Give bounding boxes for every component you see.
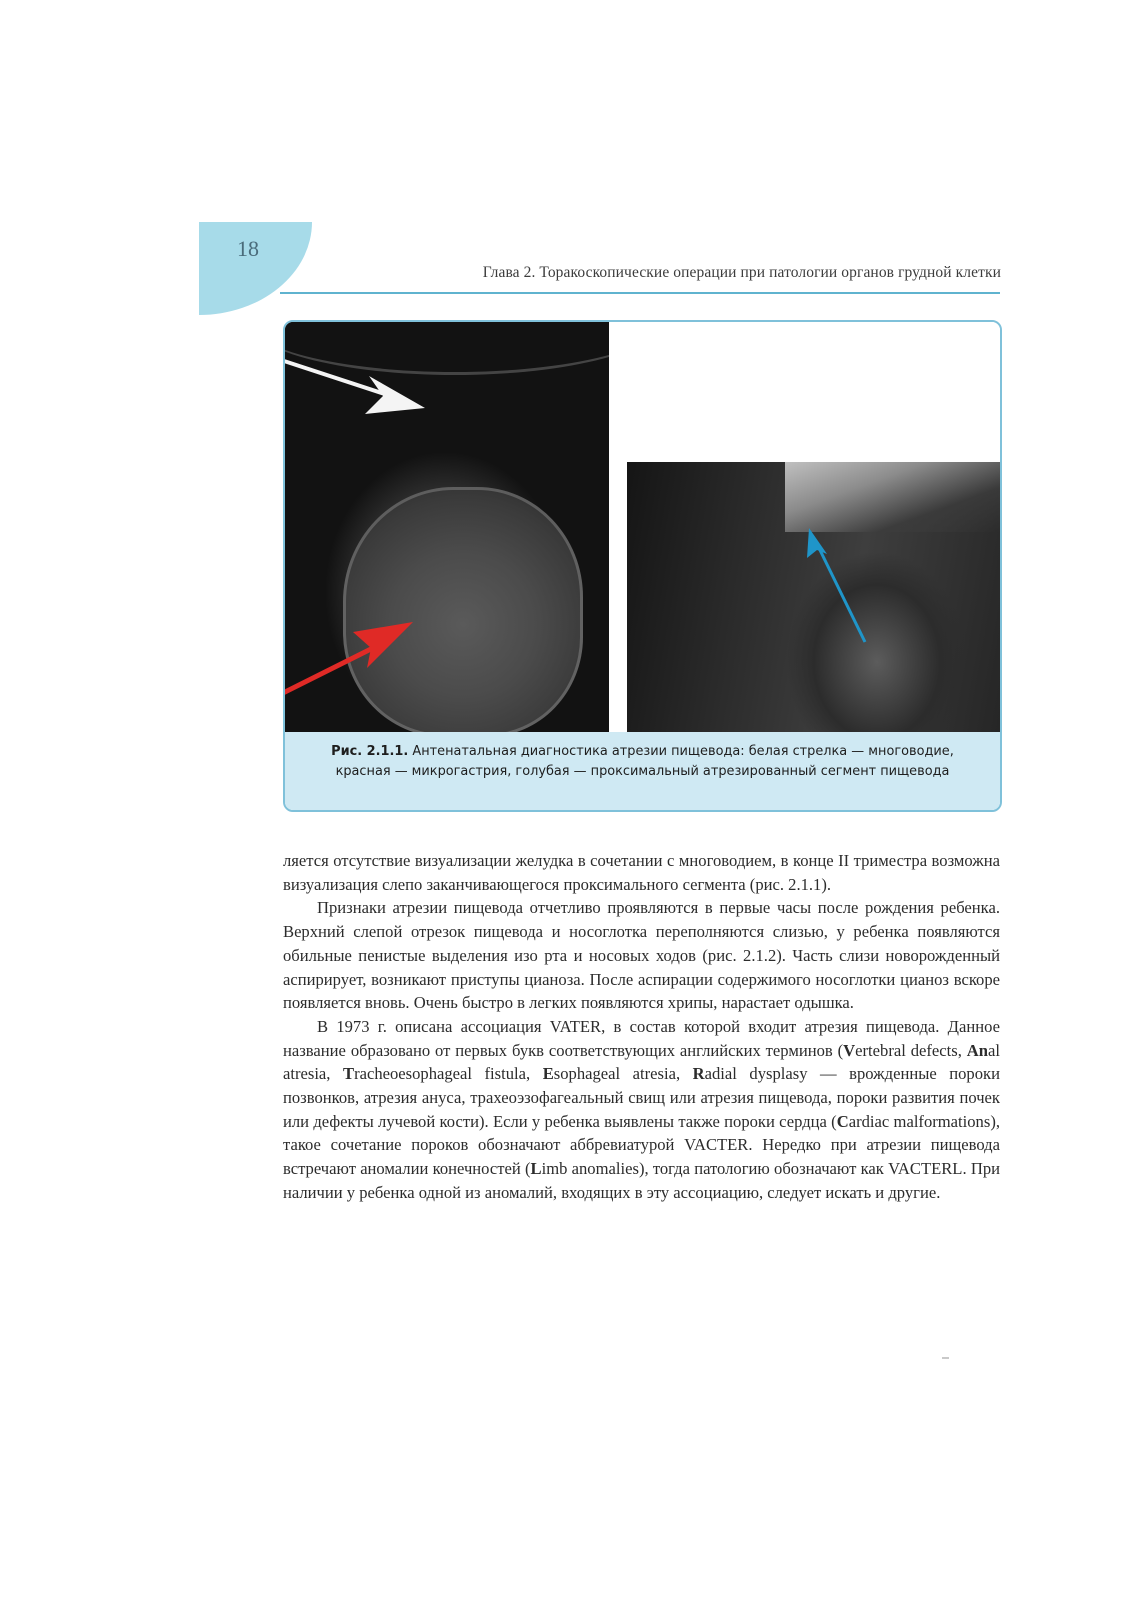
figure-caption (285, 732, 1000, 810)
paragraph-3 (283, 1015, 1000, 1205)
paragraph-3-text: racheoesophageal fistula, (354, 1064, 543, 1084)
red-arrow (285, 622, 413, 694)
acronym-letter: An (966, 1040, 988, 1060)
paragraph-3-text: al atresia, (283, 1040, 1000, 1084)
acronym-letter: T (342, 1064, 355, 1084)
paragraph-1: ляется отсутствие визуализации желудка в сочетании с многоводием, в конце II триместра возможна визуализация слепо заканчивающегося проксимального сегмента (рис. 2.1.1). (283, 851, 1000, 894)
paragraph-3-text: ardiac malformations (848, 1111, 991, 1131)
running-head: Глава 2. Торакоскопические операции при патологии органов грудной клетки (482, 264, 1001, 281)
scan-speck (942, 1357, 949, 1359)
page-number: 18 (237, 236, 259, 261)
acronym-letter: V (843, 1040, 856, 1060)
paragraph-3-text: ), тогда патологию обозначают как VACTERL. При наличии у ребенка одной из аномалий, входящих в эту ассоциацию, следует искать и другие. (283, 1159, 1000, 1202)
blue-arrow (807, 528, 865, 642)
acronym-letter: C (836, 1111, 849, 1131)
paragraph-3-text: adial dysplasy (704, 1064, 808, 1084)
acronym-letter: L (530, 1159, 542, 1179)
acronym-letter: E (542, 1064, 554, 1084)
figure-label: Рис. 2.1.1. (331, 744, 409, 759)
paragraph-2: Признаки атрезии пищевода отчетливо проявляются в первые часы после рождения ребенка. Верхний слепой отрезок пищевода и носоглотка переполняются слизью, у ребенка появляются обильные пенистые выделения изо рта и носовых ходов (рис. 2.1.2). Часть слизи новорожденный аспирирует, возникают приступы цианоза. После аспирации содержимого носоглотки цианоз вскоре появляется вновь. Очень быстро в легких появляются хрипы, нарастает одышка. (283, 898, 1000, 1013)
paragraph-3-text: В 1973 г. описана ассоциация VATER, в состав которой входит атрезия пищевода. Данное название образовано от первых букв соответствующих английских терминов ( (283, 1016, 1000, 1060)
header-rule (280, 292, 1000, 294)
paragraph-3-text: imb anomalies (541, 1159, 639, 1179)
figure (283, 320, 1002, 812)
figure-caption-text: Антенатальная диагностика атрезии пищевода: белая стрелка — многоводие, красная — микрогастрия, голубая — проксимальный атрезированный сегмент пищевода (335, 744, 954, 779)
figure-arrows (285, 322, 1000, 732)
paragraph-3-text: sophageal atresia, (553, 1064, 693, 1084)
white-arrow (285, 360, 425, 414)
paragraph-3-text: — врожденные пороки позвонков, атрезия ануса, трахеоэзофагеальный свищ или атрезия пищевода, пороки развития почек или дефекты лучевой кости). Если у ребенка выявлены также пороки сердца ( (283, 1064, 1000, 1131)
body-text (283, 849, 1000, 1205)
acronym-letter: R (692, 1064, 705, 1084)
paragraph-3-text: ertebral defects, (855, 1040, 967, 1060)
paragraph-3-text: ), такое сочетание пороков обозначают аббревиатурой VACTER. Нередко при атрезии пищевода встречают аномалии конечностей ( (283, 1111, 1001, 1179)
